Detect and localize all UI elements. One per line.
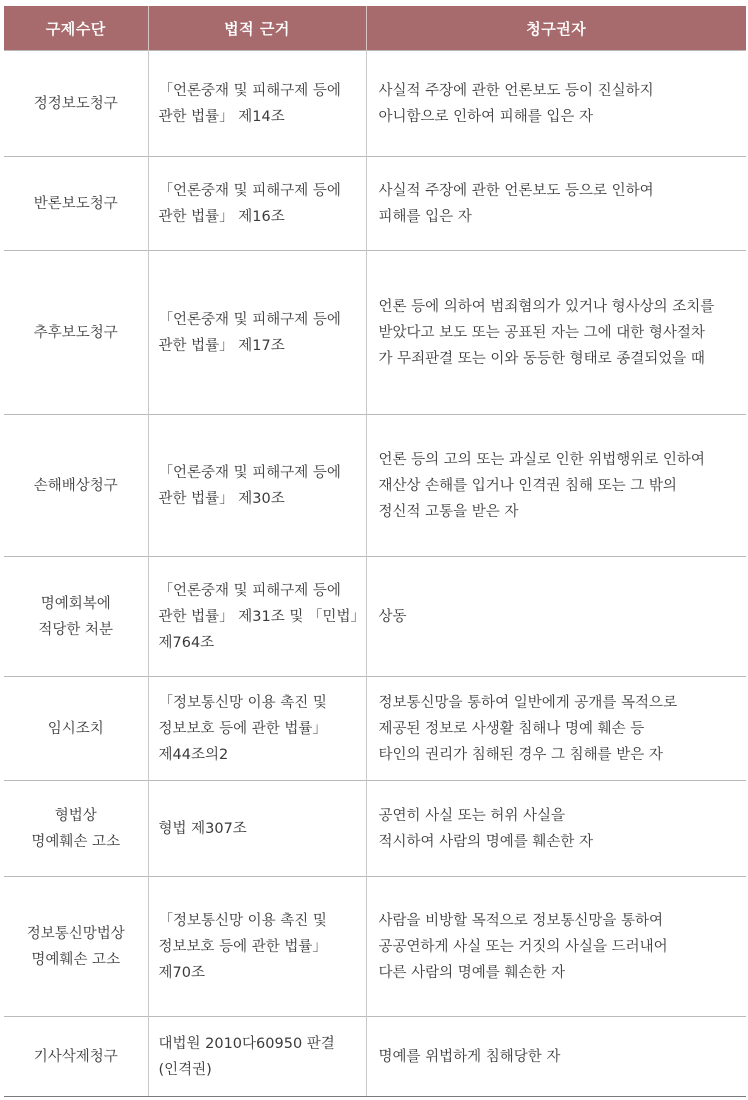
header-legal-basis: 법적 근거 (148, 6, 366, 51)
cell-claimant (366, 415, 746, 557)
cell-line: 정정보도청구 (33, 95, 118, 112)
cell-line: 관한 법률」 제30조 (158, 490, 285, 507)
cell-legal-basis (148, 415, 366, 557)
cell-remedy (4, 51, 148, 157)
cell-line: 언론 등의 고의 또는 과실로 인한 위법행위로 인하여 (378, 451, 705, 468)
cell-claimant (366, 877, 746, 1017)
cell-line: 적당한 처분 (38, 621, 114, 638)
cell-remedy (4, 677, 148, 781)
table-row (4, 557, 746, 677)
table-row (4, 51, 746, 157)
cell-legal-basis (148, 251, 366, 415)
table-header (4, 6, 746, 51)
cell-line: 「언론중재 및 피해구제 등에 (158, 311, 341, 328)
cell-line: 관한 법률」 제17조 (158, 337, 285, 354)
cell-claimant (366, 51, 746, 157)
cell-line: 「언론중재 및 피해구제 등에 (158, 182, 341, 199)
cell-line: 임시조치 (47, 720, 104, 737)
cell-remedy (4, 781, 148, 877)
cell-line: 제공된 정보로 사생활 침해나 명예 훼손 등 (378, 720, 645, 737)
header-remedy: 구제수단 (4, 6, 148, 51)
cell-line: 형법 제307조 (158, 820, 247, 837)
cell-remedy (4, 557, 148, 677)
header-row (4, 6, 746, 51)
cell-line: 다른 사람의 명예를 훼손한 자 (378, 964, 566, 981)
table-row (4, 781, 746, 877)
header-claimant: 청구권자 (366, 6, 746, 51)
cell-line: 「정보통신망 이용 촉진 및 (158, 694, 327, 711)
cell-line: (인격권) (158, 1061, 212, 1078)
cell-line: 공연히 사실 또는 허위 사실을 (378, 807, 566, 824)
cell-line: 기사삭제청구 (33, 1048, 118, 1065)
table-row (4, 677, 746, 781)
cell-line: 받았다고 보도 또는 공표된 자는 그에 대한 형사절차 (378, 324, 705, 341)
table-row (4, 415, 746, 557)
cell-line: 정신적 고통을 받은 자 (378, 503, 519, 520)
cell-claimant (366, 677, 746, 781)
cell-line: 손해배상청구 (33, 477, 118, 494)
cell-line: 정보보호 등에 관한 법률」 (158, 938, 327, 955)
cell-line: 제764조 (158, 634, 215, 651)
cell-claimant (366, 157, 746, 251)
cell-remedy (4, 251, 148, 415)
cell-line: 정보통신망법상 (26, 925, 125, 942)
cell-line: 대법원 2010다60950 판결 (158, 1035, 335, 1052)
cell-line: 「언론중재 및 피해구제 등에 (158, 582, 341, 599)
cell-line: 제70조 (158, 964, 205, 981)
cell-line: 아니함으로 인하여 피해를 입은 자 (378, 108, 594, 125)
cell-line: 「언론중재 및 피해구제 등에 (158, 82, 341, 99)
cell-claimant (366, 1017, 746, 1097)
cell-line: 관한 법률」 제14조 (158, 108, 285, 125)
remedy-table (4, 6, 746, 1097)
cell-legal-basis (148, 781, 366, 877)
cell-line: 「정보통신망 이용 촉진 및 (158, 912, 327, 929)
table-body (4, 51, 746, 1097)
cell-line: 적시하여 사람의 명예를 훼손한 자 (378, 833, 594, 850)
cell-line: 형법상 (54, 807, 97, 824)
cell-remedy (4, 157, 148, 251)
cell-line: 관한 법률」 제16조 (158, 208, 285, 225)
cell-line: 명예회복에 (40, 595, 111, 612)
cell-remedy (4, 877, 148, 1017)
cell-line: 「언론중재 및 피해구제 등에 (158, 464, 341, 481)
cell-legal-basis (148, 557, 366, 677)
cell-line: 제44조의2 (158, 746, 229, 763)
cell-line: 반론보도청구 (33, 195, 118, 212)
cell-line: 명예를 위법하게 침해당한 자 (378, 1048, 561, 1065)
cell-line: 추후보도청구 (33, 324, 118, 341)
cell-claimant (366, 781, 746, 877)
cell-line: 공공연하게 사실 또는 거짓의 사실을 드러내어 (378, 938, 668, 955)
cell-line: 가 무죄판결 또는 이와 동등한 형태로 종결되었을 때 (378, 350, 705, 367)
table-row (4, 157, 746, 251)
cell-line: 사실적 주장에 관한 언론보도 등으로 인하여 (378, 182, 654, 199)
table-row (4, 1017, 746, 1097)
cell-line: 정보통신망을 통하여 일반에게 공개를 목적으로 (378, 694, 678, 711)
cell-remedy (4, 415, 148, 557)
cell-legal-basis (148, 157, 366, 251)
cell-line: 상동 (378, 608, 407, 625)
cell-line: 언론 등에 의하여 범죄혐의가 있거나 형사상의 조치를 (378, 298, 715, 315)
cell-legal-basis (148, 677, 366, 781)
cell-line: 타인의 권리가 침해된 경우 그 침해를 받은 자 (378, 746, 663, 763)
cell-legal-basis (148, 1017, 366, 1097)
remedy-table-container (4, 0, 746, 1097)
cell-line: 정보보호 등에 관한 법률」 (158, 720, 327, 737)
cell-line: 피해를 입은 자 (378, 208, 472, 225)
cell-legal-basis (148, 51, 366, 157)
table-row (4, 877, 746, 1017)
cell-line: 관한 법률」 제31조 및 「민법」 (158, 608, 365, 625)
cell-line: 명예훼손 고소 (31, 951, 121, 968)
cell-line: 사실적 주장에 관한 언론보도 등이 진실하지 (378, 82, 654, 99)
cell-claimant (366, 557, 746, 677)
cell-legal-basis (148, 877, 366, 1017)
cell-remedy (4, 1017, 148, 1097)
table-row (4, 251, 746, 415)
cell-line: 사람을 비방할 목적으로 정보통신망을 통하여 (378, 912, 664, 929)
cell-line: 명예훼손 고소 (31, 833, 121, 850)
cell-line: 재산상 손해를 입거나 인격권 침해 또는 그 밖의 (378, 477, 677, 494)
cell-claimant (366, 251, 746, 415)
